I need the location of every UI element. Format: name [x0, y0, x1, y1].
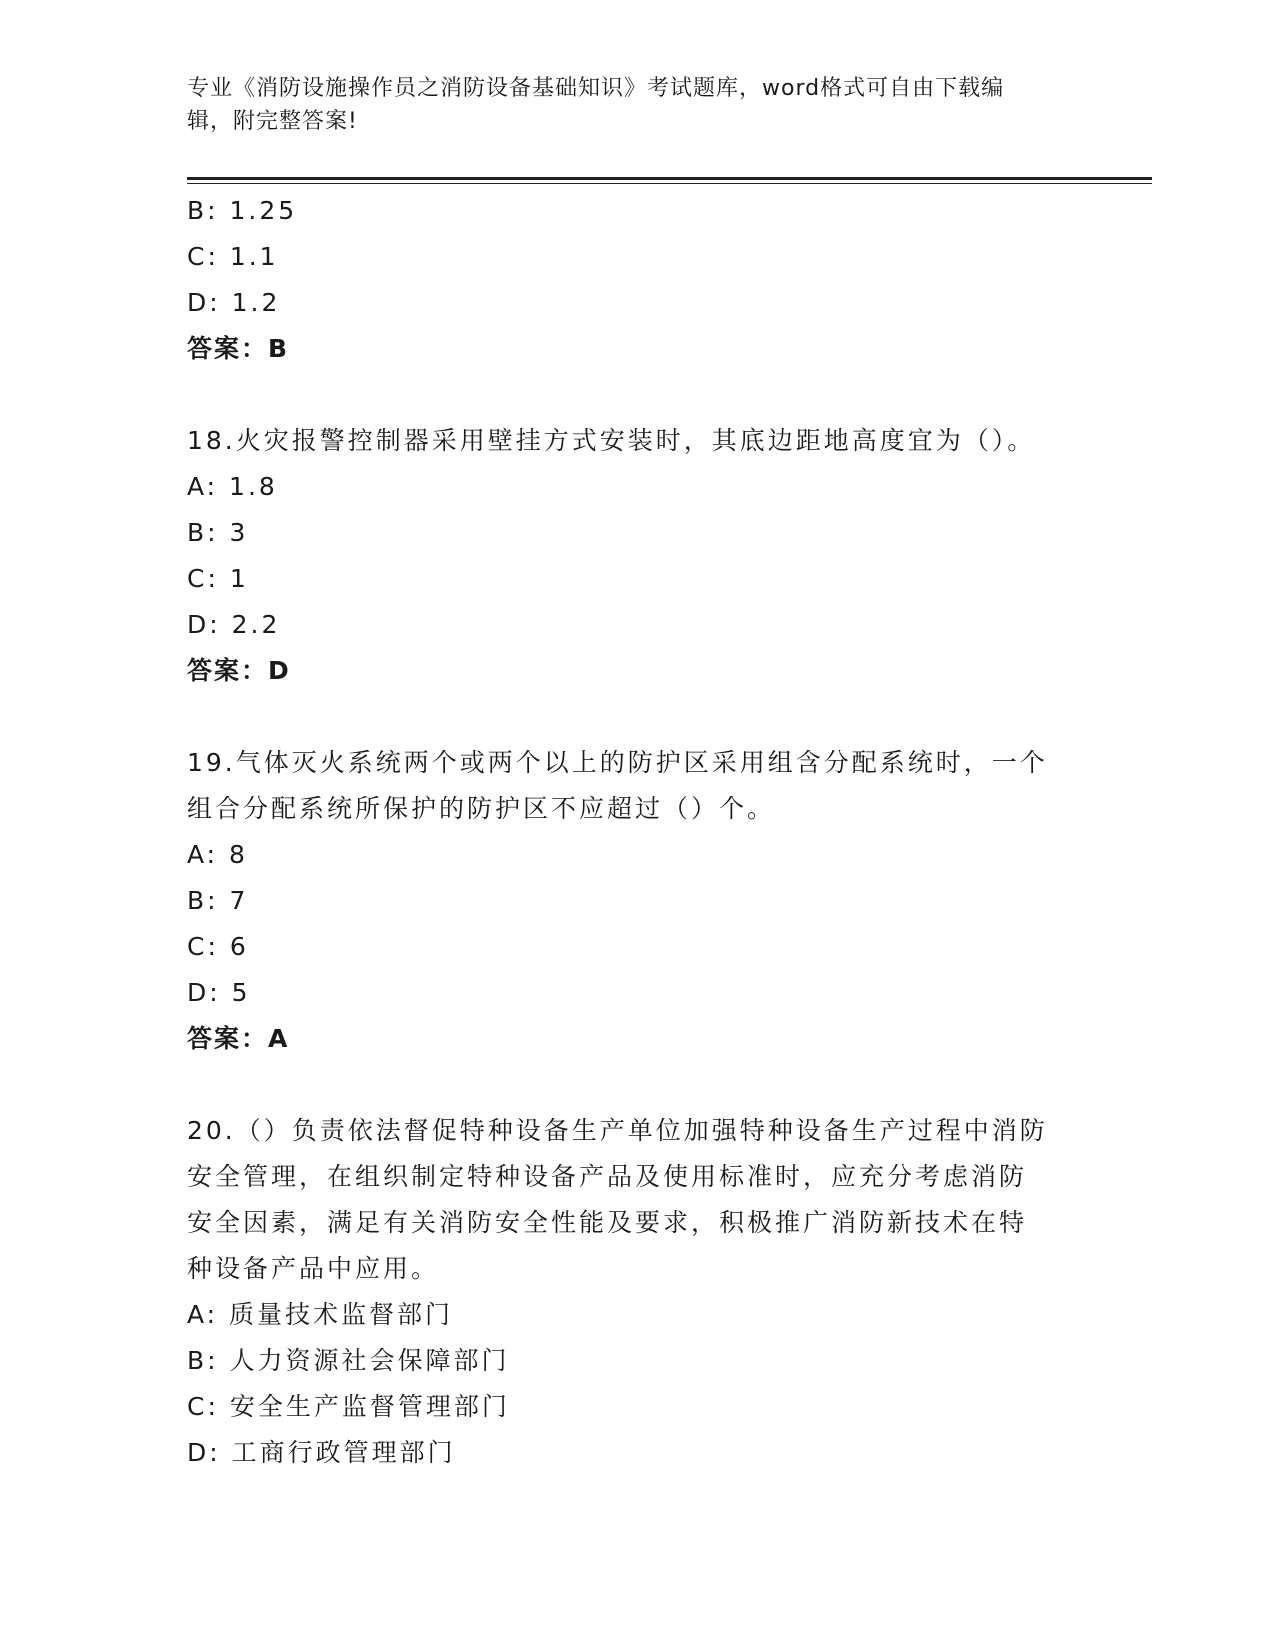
option-b: B: 7: [187, 886, 249, 915]
option-c: C: 1.1: [187, 242, 279, 271]
question-stem: 18.火灾报警控制器采用壁挂方式安装时，其底边距地高度宜为（）。: [187, 426, 1036, 455]
spacer: [187, 1062, 1087, 1108]
question-17-tail: [187, 188, 1087, 372]
option-b: B: 3: [187, 518, 249, 547]
option-d: D: 2.2: [187, 610, 281, 639]
question-stem-line-2: 安全管理，在组织制定特种设备产品及使用标准时，应充分考虑消防: [187, 1162, 1028, 1191]
option-b: B: 1.25: [187, 196, 298, 225]
header-divider-thin: [187, 183, 1152, 184]
option-d: D: 1.2: [187, 288, 281, 317]
option-a: A: 8: [187, 840, 248, 869]
option-a: A: 质量技术监督部门: [187, 1300, 454, 1329]
question-stem-line-2: 组合分配系统所保护的防护区不应超过（）个。: [187, 794, 776, 823]
spacer: [187, 694, 1087, 740]
answer-line: 答案：A: [187, 1024, 290, 1053]
question-20: [187, 1108, 1087, 1476]
option-d: D: 5: [187, 978, 251, 1007]
option-c: C: 安全生产监督管理部门: [187, 1392, 510, 1421]
answer-line: 答案：B: [187, 334, 290, 363]
question-18: [187, 418, 1087, 694]
option-a: A: 1.8: [187, 472, 278, 501]
question-19: [187, 740, 1087, 1062]
spacer: [187, 372, 1087, 418]
option-c: C: 1: [187, 564, 249, 593]
question-stem-line-1: 20.（）负责依法督促特种设备生产单位加强特种设备生产过程中消防: [187, 1116, 1048, 1145]
header-line-2: 辑，附完整答案!: [187, 109, 358, 134]
answer-line: 答案：D: [187, 656, 291, 685]
header-line-1: 专业《消防设施操作员之消防设备基础知识》考试题库，word格式可自由下载编: [187, 76, 1005, 101]
question-content: [187, 188, 1087, 1476]
option-b: B: 人力资源社会保障部门: [187, 1346, 510, 1375]
question-stem-line-4: 种设备产品中应用。: [187, 1254, 440, 1283]
option-c: C: 6: [187, 932, 249, 961]
option-d: D: 工商行政管理部门: [187, 1438, 456, 1467]
header-divider-thick: [187, 177, 1152, 180]
question-stem-line-3: 安全因素，满足有关消防安全性能及要求，积极推广消防新技术在特: [187, 1208, 1028, 1237]
page-header: [187, 72, 1067, 138]
question-stem-line-1: 19.气体灭火系统两个或两个以上的防护区采用组含分配系统时，一个: [187, 748, 1048, 777]
